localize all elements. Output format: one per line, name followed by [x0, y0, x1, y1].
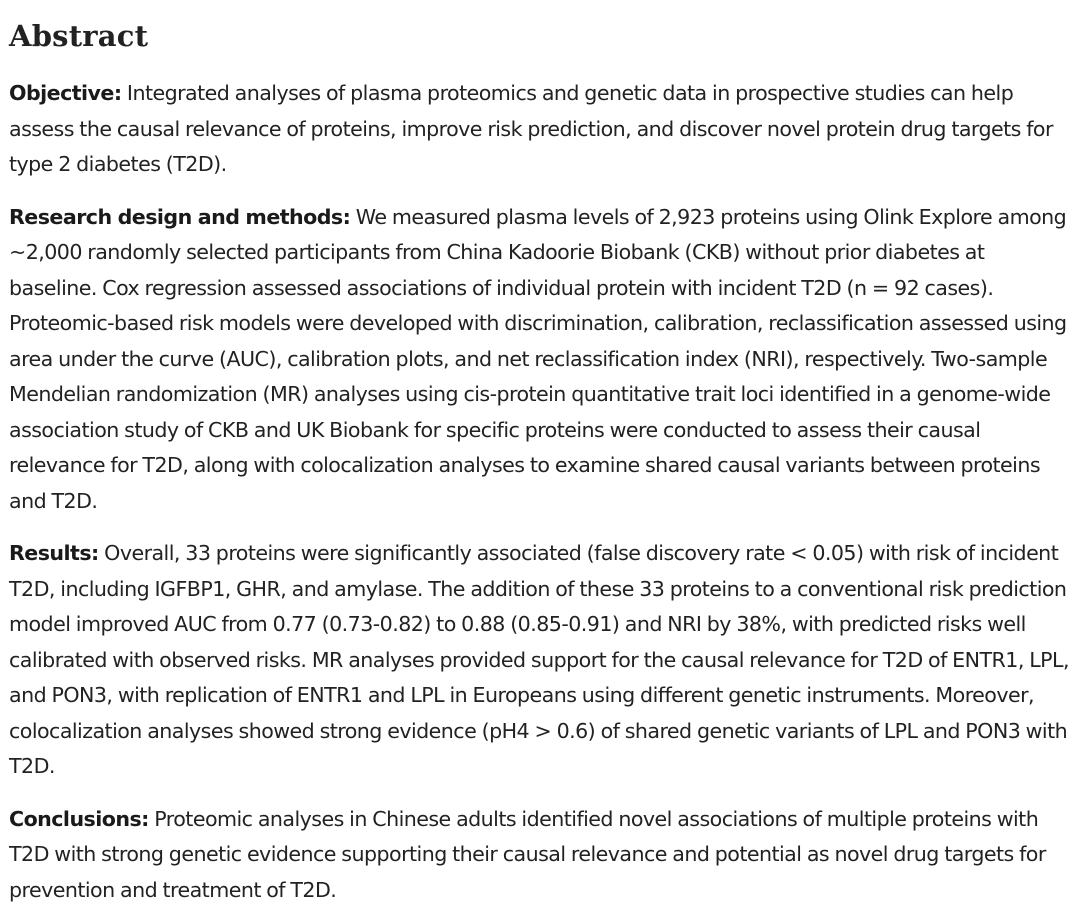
conclusions-label: Conclusions:: [9, 806, 149, 831]
results-label: Results:: [9, 541, 99, 565]
objective-paragraph: [9, 76, 1075, 183]
abstract-section: [9, 0, 1075, 908]
conclusions-paragraph: [9, 802, 1075, 909]
methods-label: Research design and methods:: [9, 204, 351, 229]
methods-paragraph: [9, 200, 1075, 520]
objective-label: Objective:: [9, 81, 122, 105]
results-text: Overall, 33 proteins were significantly associated (false discovery rate < 0.05) with risk of incident T2D, including IGFBP1, GHR, and amylase. The addition of these 33 proteins to a conventional risk prediction model improved AUC from 0.77 (0.73-0.82) to 0.88 (0.85-0.91) and NRI by 38%, with predicted risks well calibrated with observed risks. MR analyses provided support for the causal relevance for T2D of ENTR1, LPL, and PON3, with replication of ENTR1 and LPL in Europeans using different genetic instruments. Moreover, colocalization analyses showed strong evidence (pH4 > 0.6) of shared genetic variants of LPL and PON3 with T2D.: [9, 541, 1069, 778]
conclusions-text: Proteomic analyses in Chinese adults identified novel associations of multiple proteins with T2D with strong genetic evidence supporting their causal relevance and potential as novel drug targets for prevention and treatment of T2D.: [9, 806, 1046, 902]
objective-text: Integrated analyses of plasma proteomics and genetic data in prospective studies can help assess the causal relevance of proteins, improve risk prediction, and discover novel protein drug targets for type 2 diabetes (T2D).: [9, 81, 1053, 176]
abstract-heading: Abstract: [9, 19, 149, 53]
results-paragraph: [9, 536, 1075, 785]
methods-text: We measured plasma levels of 2,923 proteins using Olink Explore among ~2,000 randomly selected participants from China Kadoorie Biobank (CKB) without prior diabetes at baseline. Cox regression assessed associations of individual protein with incident T2D (n = 92 cases). Proteomic-based risk models were developed with discrimination, calibration, reclassification assessed using area under the curve (AUC), calibration plots, and net reclassification index (NRI), respectively. Two-sample Mendelian randomization (MR) analyses using cis-protein quantitative trait loci identified in a genome-wide association study of CKB and UK Biobank for specific proteins were conducted to assess their causal relevance for T2D, along with colocalization analyses to examine shared causal variants between proteins and T2D.: [9, 204, 1067, 513]
